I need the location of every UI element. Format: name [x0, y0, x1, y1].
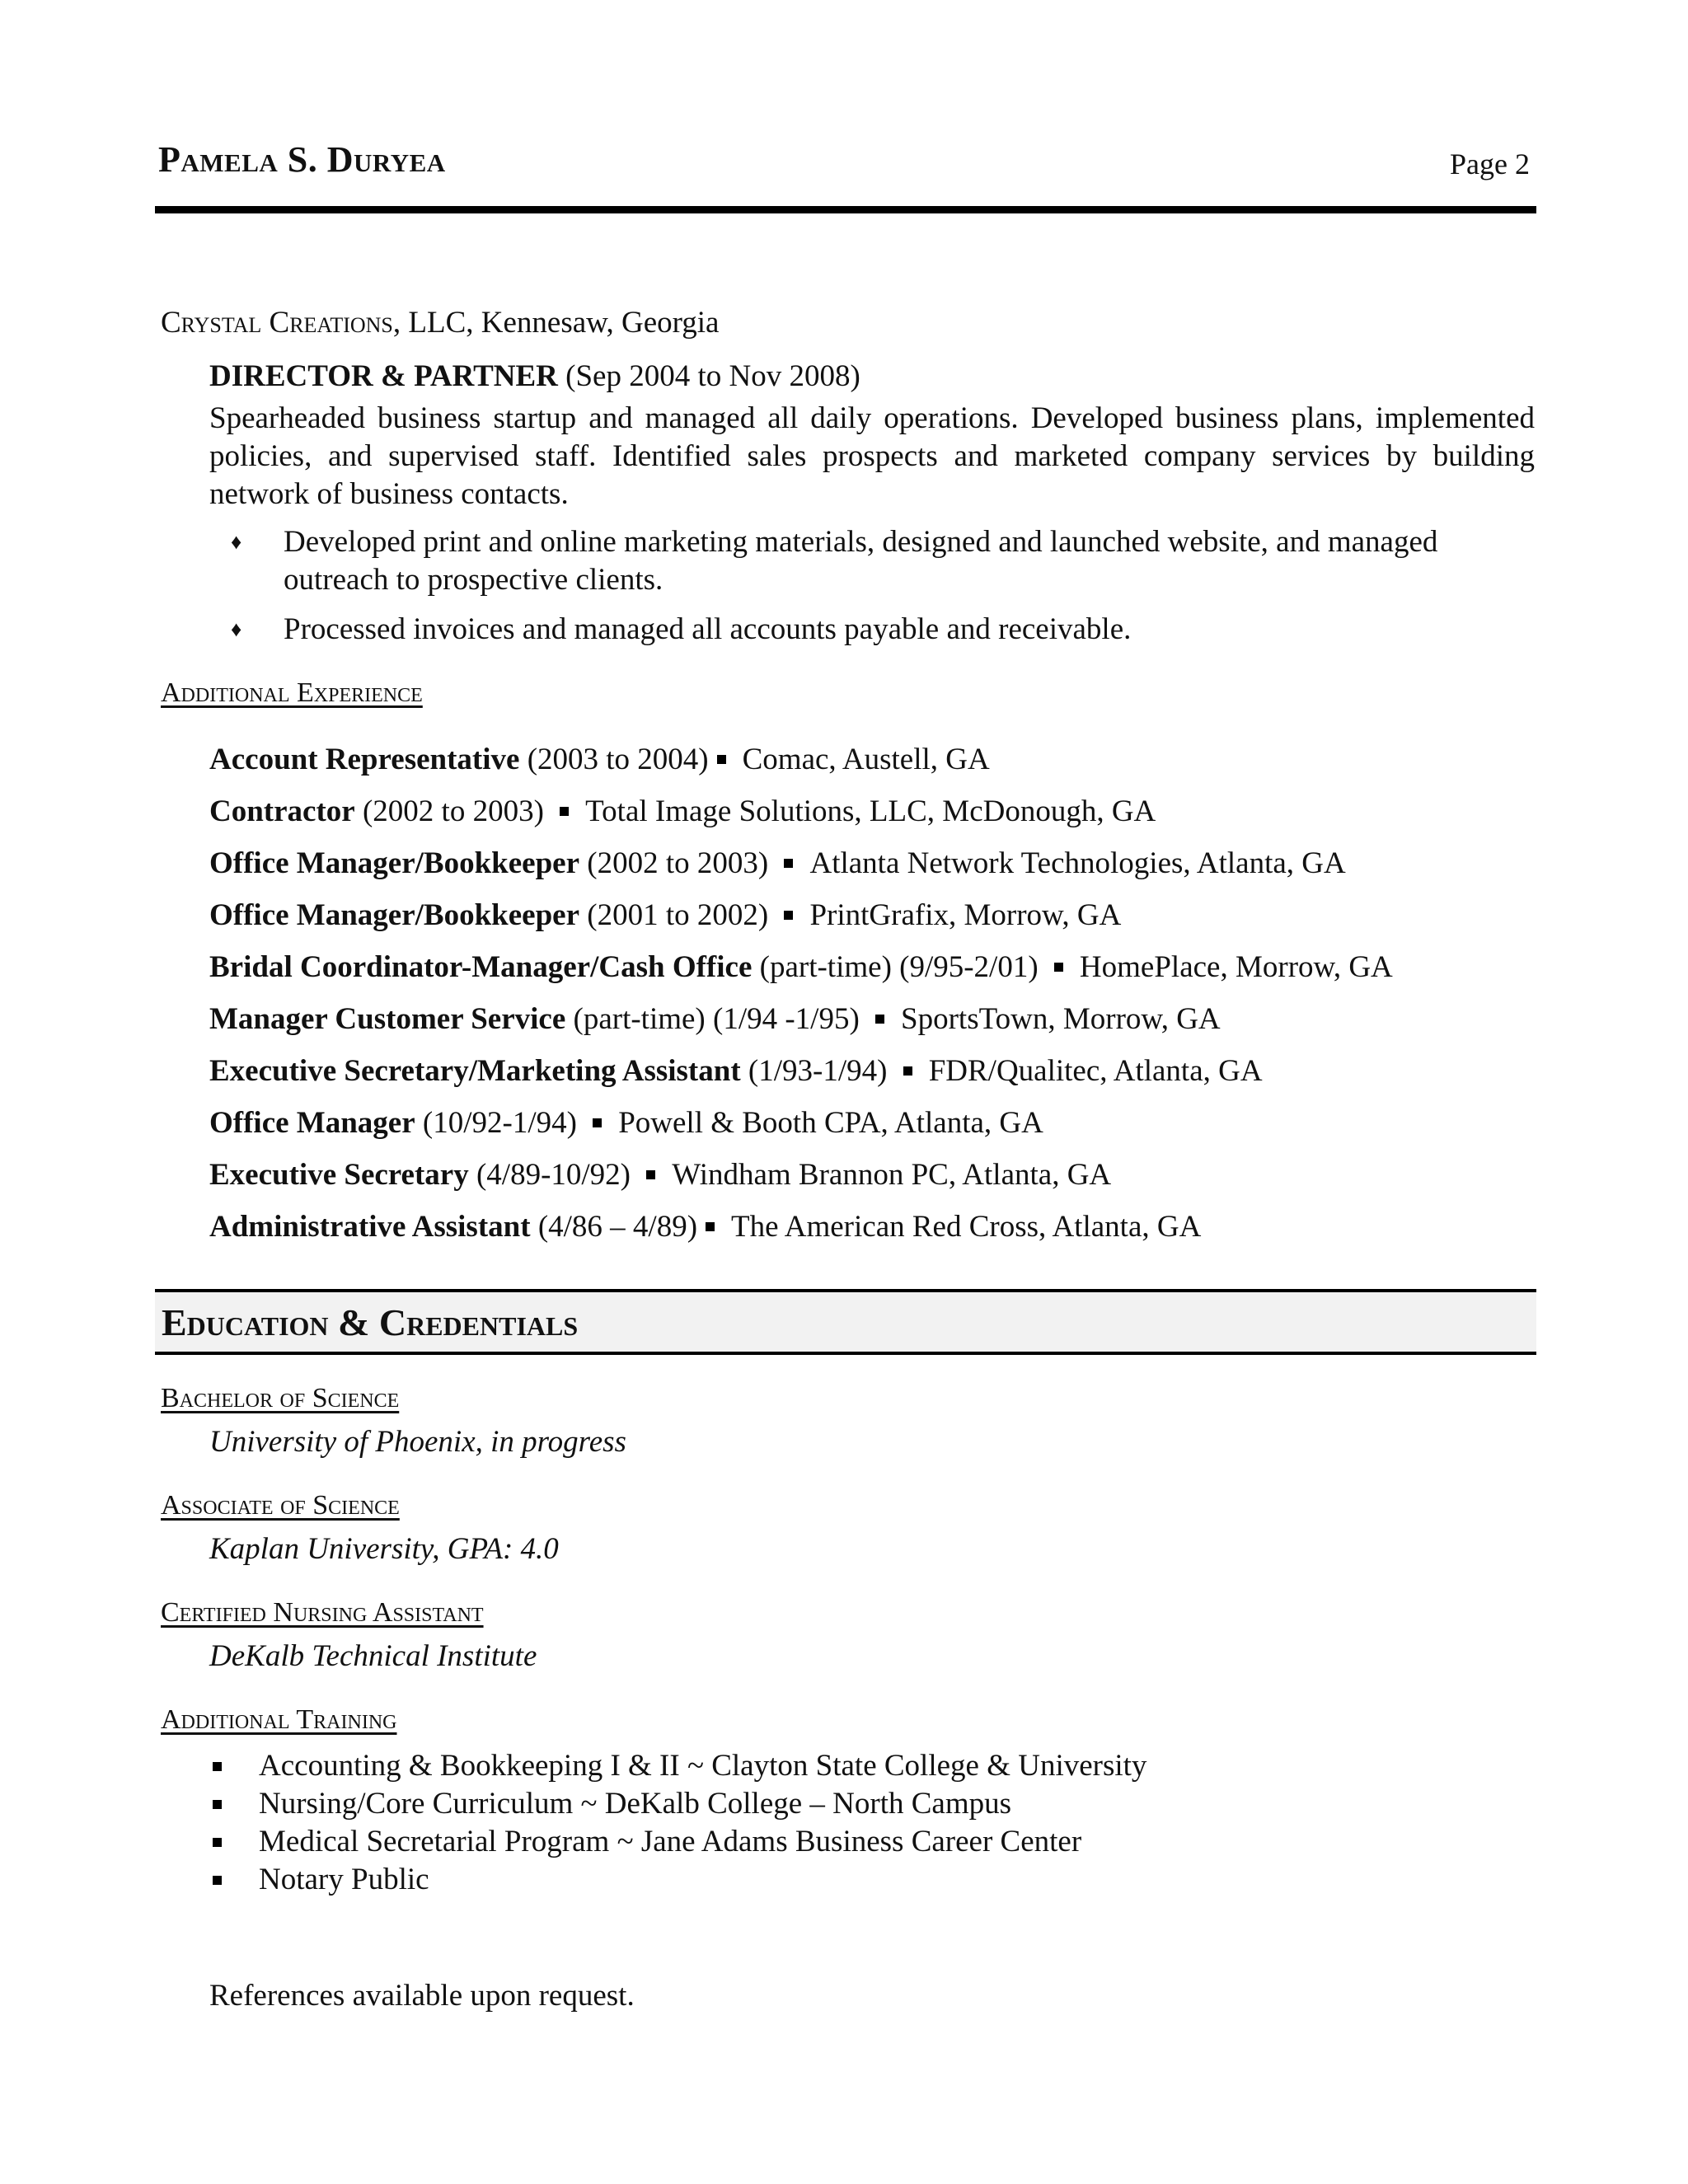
degree-label: Certified Nursing Assistant: [161, 1597, 484, 1628]
square-bullet-icon: [784, 859, 793, 868]
square-bullet-icon: [717, 755, 726, 764]
square-bullet-icon: [875, 1015, 884, 1024]
training-text: Notary Public: [259, 1863, 429, 1896]
job-org: SportsTown, Morrow, GA: [901, 1002, 1221, 1036]
diamond-bullet-icon: ♦: [231, 617, 242, 641]
job-title: Manager Customer Service: [209, 1002, 566, 1036]
square-bullet-icon: [903, 1066, 912, 1076]
training-list: [209, 1747, 1146, 1899]
additional-training-label: Additional Training: [161, 1704, 397, 1735]
list-item: [209, 941, 1393, 993]
degree-detail: University of Phoenix, in progress: [209, 1425, 626, 1459]
job-dates: (2001 to 2002): [579, 898, 776, 932]
list-item: [209, 1785, 1146, 1823]
company-line: [161, 305, 719, 340]
degree-detail: Kaplan University, GPA: 4.0: [209, 1532, 559, 1566]
degree-detail: DeKalb Technical Institute: [209, 1639, 537, 1673]
page-number: Page 2: [1450, 148, 1530, 180]
list-item: [209, 733, 1393, 785]
square-bullet-icon: [213, 1762, 222, 1771]
job-dates: (10/92-1/94): [415, 1106, 585, 1140]
list-item: [231, 611, 1467, 649]
degree-label: Bachelor of Science: [161, 1383, 400, 1413]
square-bullet-icon: [646, 1170, 655, 1179]
job-title: Office Manager/Bookkeeper: [209, 898, 580, 932]
list-item: [209, 993, 1393, 1045]
list-item: [209, 1747, 1146, 1785]
list-item: [209, 1045, 1393, 1097]
square-bullet-icon: [560, 807, 569, 816]
square-bullet-icon: [706, 1222, 715, 1231]
additional-experience-label: Additional Experience: [161, 677, 423, 708]
job-org: PrintGrafix, Morrow, GA: [809, 898, 1122, 932]
list-item: [209, 1201, 1393, 1253]
job-dates: (2003 to 2004): [519, 743, 709, 776]
training-text: Medical Secretarial Program ~ Jane Adams Business Career Center: [259, 1825, 1082, 1858]
education-section-title: Education & Credentials: [162, 1301, 579, 1343]
list-item: [209, 1861, 1146, 1899]
training-text: Nursing/Core Curriculum ~ DeKalb College – North Campus: [259, 1787, 1012, 1821]
job-org: Windham Brannon PC, Atlanta, GA: [672, 1158, 1112, 1192]
job-org: HomePlace, Morrow, GA: [1079, 950, 1393, 984]
list-item: [231, 523, 1467, 599]
square-bullet-icon: [784, 911, 793, 920]
job-title: Executive Secretary: [209, 1158, 469, 1192]
job-title: Office Manager/Bookkeeper: [209, 846, 580, 880]
job-dates: (1/93-1/94): [740, 1054, 895, 1088]
company-location: , LLC, Kennesaw, Georgia: [392, 306, 720, 340]
references-note: References available upon request.: [209, 1979, 635, 2013]
job-title: Contractor: [209, 794, 355, 828]
list-item: [209, 1149, 1393, 1201]
job-title: Executive Secretary/Marketing Assistant: [209, 1054, 741, 1088]
job-title: Bridal Coordinator-Manager/Cash Office: [209, 950, 753, 984]
header-rule: [155, 206, 1536, 213]
job-org: The American Red Cross, Atlanta, GA: [731, 1210, 1202, 1244]
role-line: [209, 359, 860, 394]
job-title: Account Representative: [209, 743, 520, 776]
role-summary: Spearheaded business startup and managed all daily operations. Developed business plans, implemented policies, and supervised staff. Identified sales prospects and marketed company services by building network of business contacts.: [209, 401, 1535, 511]
job-dates: (2002 to 2003): [354, 794, 552, 828]
square-bullet-icon: [213, 1800, 222, 1809]
training-text: Accounting & Bookkeeping I & II ~ Clayton State College & University: [259, 1749, 1147, 1783]
job-dates: (part-time) (1/94 -1/95): [565, 1002, 868, 1036]
additional-experience-list: [209, 733, 1393, 1253]
role-bullets: [231, 523, 1467, 660]
square-bullet-icon: [213, 1838, 222, 1847]
square-bullet-icon: [213, 1876, 222, 1885]
job-org: Atlanta Network Technologies, Atlanta, GA: [809, 846, 1346, 880]
bullet-text: Developed print and online marketing materials, designed and launched website, and managed outreach to prospective clients.: [284, 525, 1438, 597]
list-item: [209, 1823, 1146, 1861]
job-title: Administrative Assistant: [209, 1210, 531, 1244]
role-dates: (Sep 2004 to Nov 2008): [557, 359, 860, 393]
bullet-text: Processed invoices and managed all accounts payable and receivable.: [284, 612, 1132, 646]
job-dates: (2002 to 2003): [579, 846, 776, 880]
role-title: DIRECTOR & PARTNER: [209, 359, 558, 393]
job-title: Office Manager: [209, 1106, 415, 1140]
job-org: FDR/Qualitec, Atlanta, GA: [928, 1054, 1263, 1088]
list-item: [209, 889, 1393, 941]
job-org: Comac, Austell, GA: [742, 743, 990, 776]
square-bullet-icon: [1054, 963, 1063, 972]
job-dates: (part-time) (9/95-2/01): [752, 950, 1046, 984]
diamond-bullet-icon: ♦: [231, 530, 242, 554]
job-dates: (4/86 – 4/89): [530, 1210, 698, 1244]
degree-label: Associate of Science: [161, 1490, 400, 1521]
list-item: [209, 785, 1393, 837]
job-org: Total Image Solutions, LLC, McDonough, GA: [585, 794, 1156, 828]
square-bullet-icon: [593, 1118, 602, 1127]
job-dates: (4/89-10/92): [468, 1158, 639, 1192]
header-name: Pamela S. Duryea: [158, 139, 446, 180]
job-org: Powell & Booth CPA, Atlanta, GA: [618, 1106, 1043, 1140]
list-item: [209, 1097, 1393, 1149]
list-item: [209, 837, 1393, 889]
company-name: Crystal Creations: [161, 306, 393, 340]
